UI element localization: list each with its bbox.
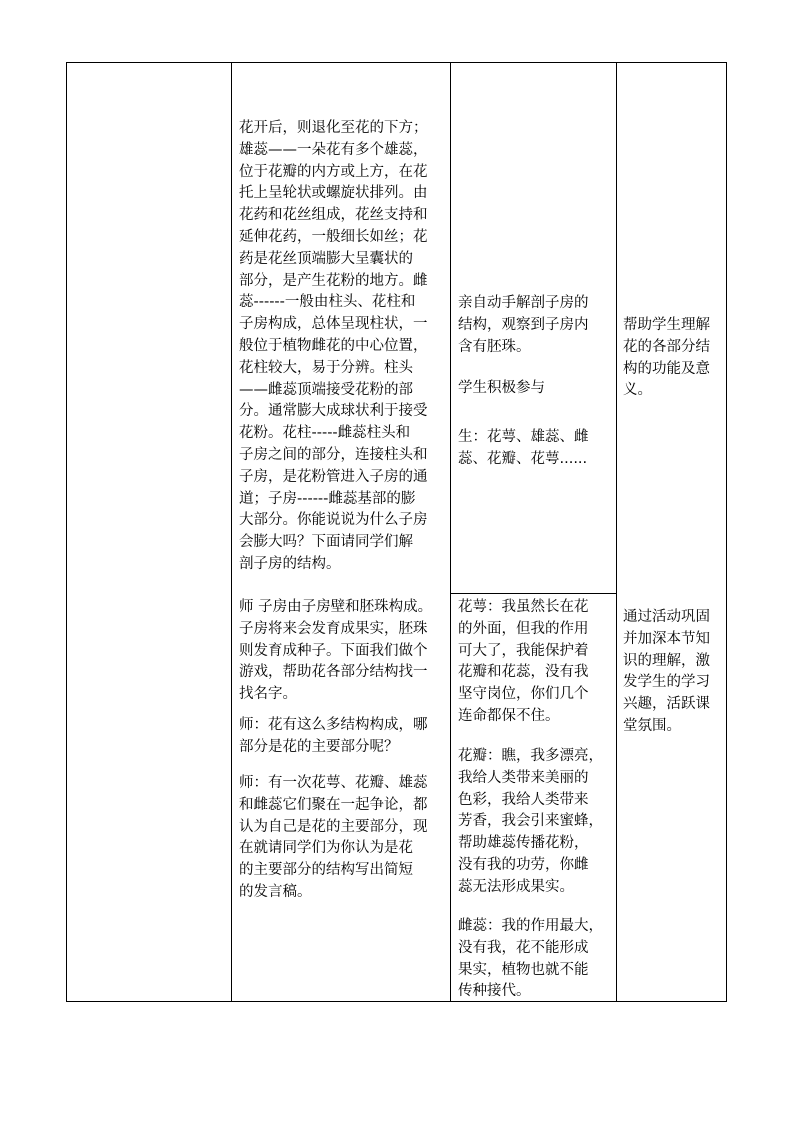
column-divider-3 — [616, 63, 617, 1001]
column-divider-1 — [231, 63, 232, 1001]
lesson-table — [66, 62, 727, 1002]
teacher-text-debate: 师：有一次花萼、花瓣、雄蕊 和雌蕊它们聚在一起争论，都 认为自己是花的主要部分，现 在就请同学们为你认为是花 的主要部分的结构写出简短 的发言稿。 — [239, 775, 428, 900]
student-text-pistil: 雌蕊：我的作用最大， 没有我，花不能形成 果实，植物也就不能 传种接代。 — [458, 918, 603, 1000]
teacher-text-question: 师：花有这么多结构构成，哪 部分是花的主要部分呢？ — [239, 717, 428, 755]
student-text-dissect: 亲自动手解剖子房的 结构，观察到子房内 含有胚珠。 — [458, 295, 589, 355]
teacher-text-structure: 花开后，则退化至花的下方； 雄蕊——一朵花有多个雄蕊， 位于花瓣的内方或上方，在花 托上呈轮状或螺旋状排列。由 花药和花丝组成，花丝支持和 延伸花药，一般细长如丝；花 药是花丝顶端膨大呈囊状的 部分，是产生花粉的地方。雌 蕊------一般由柱头、花柱和 子房构成，总体呈现柱状，一 般位于植物雌花的中心位置， 花柱较大，易于分辨。柱头 ——雌蕊顶端接受花粉的部 分。通常膨大成球状利于接受 花粉。花柱-----雌蕊柱头和 子房之间的部分，连接柱头和 子房，是花粉管进入子房的通 道；子房------雌蕊基部的膨 大部分。你能说说为什么子房 会膨大吗？下面请同学们解 剖子房的结构。 — [239, 120, 428, 572]
student-text-petal: 花瓣：瞧，我多漂亮， 我给人类带来美丽的 色彩，我给人类带来 芳香，我会引来蜜蜂， 帮助雄蕊传播花粉， 没有我的功劳，你雌 蕊无法形成果实。 — [458, 748, 603, 895]
row-divider — [450, 593, 616, 594]
teacher-text-ovary: 师 子房由子房壁和胚珠构成。 子房将来会发育成果实，胚珠 则发育成种子。下面我们做个 游戏，帮助花各部分结构找一 找名字。 — [239, 599, 433, 703]
student-text-participate: 学生积极参与 — [458, 380, 545, 396]
intent-text-function: 帮助学生理解 花的各部分结 构的功能及意 义。 — [623, 317, 710, 399]
intent-text-activity: 通过活动巩固 并加深本节知 识的理解，激 发学生的学习 兴趣，活跃课 堂氛围。 — [623, 609, 710, 734]
student-text-sepal: 花萼：我虽然长在花 的外面，但我的作用 可大了，我能保护着 花瓣和花蕊，没有我 坚守岗位，你们几个 连命都保不住。 — [458, 599, 589, 724]
student-text-answer: 生：花萼、雄蕊、雌 蕊、花瓣、花萼...... — [458, 429, 589, 467]
column-divider-2 — [450, 63, 451, 1001]
